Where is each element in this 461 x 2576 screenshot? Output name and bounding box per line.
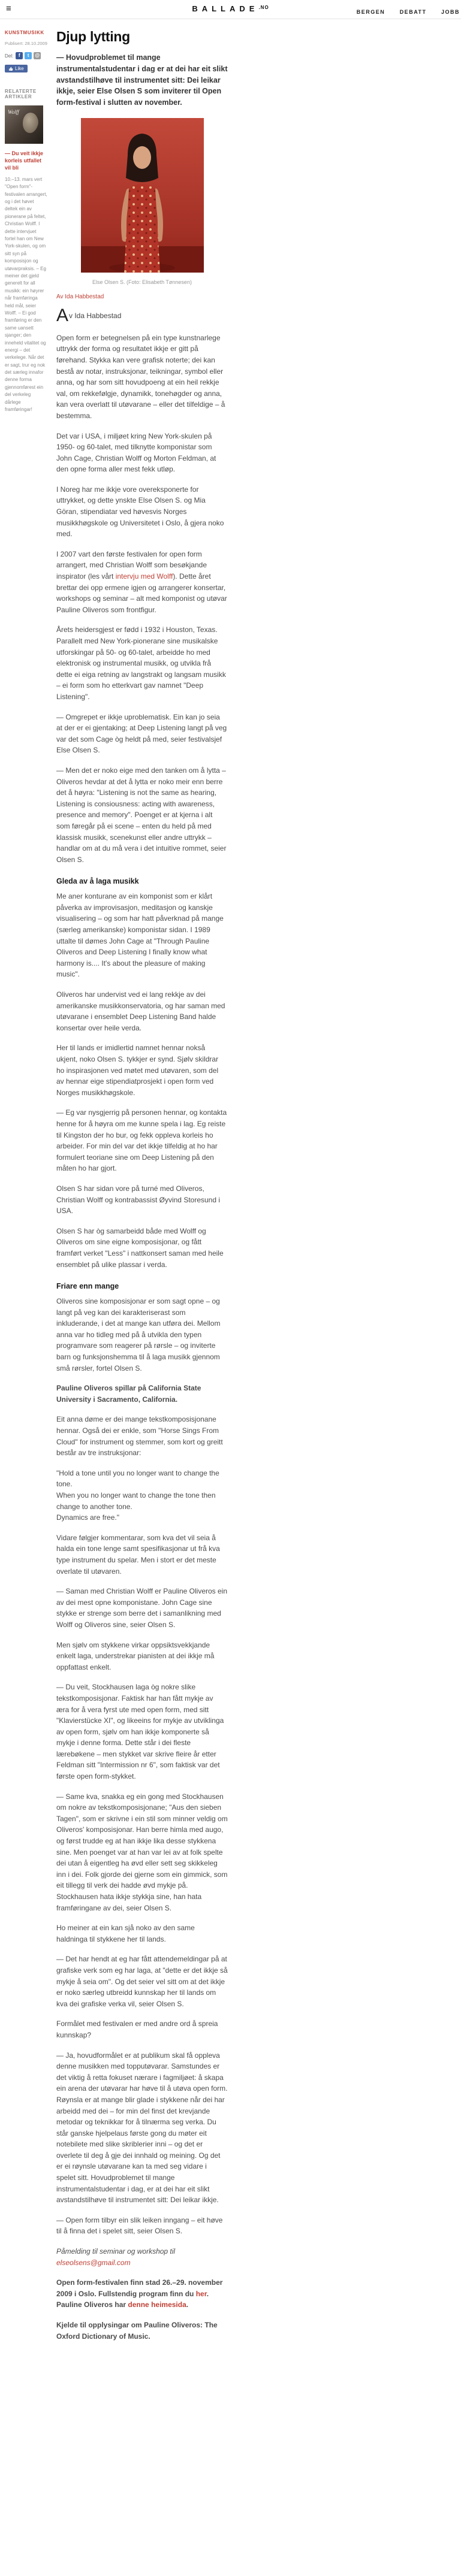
paragraph: Her til lands er imidlertid namnet hennar nokså ukjent, noko Olsen S. tykkjer er synd. Sjølv skildrar ho inspirasjonen ved møtet med utøvaren, som del av hennar eige stipendiatprosjekt i open form ved Norges musikkhøgskole. [56, 1044, 219, 1097]
page-container [0, 19, 461, 2405]
twitter-share-icon[interactable]: t [25, 52, 32, 59]
nav-item-bergen[interactable]: BERGEN [356, 9, 385, 15]
quote-line: Dynamics are free." [56, 1513, 119, 1522]
dropcap-letter: A [56, 305, 69, 325]
related-article-item[interactable] [5, 105, 48, 414]
quote-line: When you no longer want to change the tone then change to another tone. [56, 1491, 216, 1511]
paragraph: — Open form tilbyr ein slik leiken inngang – eit høve til å finna det i spelet sitt, seier Olsen S. [56, 2215, 223, 2236]
category-link[interactable]: KUNSTMUSIKK [5, 30, 44, 35]
paragraph: Oliveros sine komposisjonar er som sagt opne – og langt på veg kan dei karakteriserast som inkluderande, i det at mange kan utføra dei. Mellom anna var ho tidleg med på å utvikla den typen programvare som reagerer på rørsle – og inviterte barn og funksjonshemma til å laga musikk gjennom små rørsler, fortel Olsen S. [56, 1297, 221, 1372]
share-label: Del: [5, 53, 14, 59]
paragraph: Årets heidersgjest er fødd i 1932 i Houston, Texas. Parallelt med New York-pionerane sine musikalske utforskingar på 50- og 60-talet, arbeidde ho med elektronisk og instrumental musikk, og utvikla frå dette ei eiga retning av langstrakt og langsam musikk – ei form som ho etterkvart gav namnet "Deep Listening". [56, 625, 226, 701]
paragraph: Me aner konturane av ein komponist som er klårt påverka av improvisasjon, meditasjon og kanskje visualisering – og som har hatt påverknad på mange (særleg amerikanske) komponistar sidan. I 1989 uttalte til dømes John Cage at "Through Pauline Oliveros and Deep Listening I finally know what harmony is.... It's about the pleasure of making music". [56, 892, 224, 979]
wolff-interview-link[interactable]: intervju med Wolff [115, 572, 173, 581]
like-button-label: Like [15, 66, 24, 71]
article [56, 29, 228, 2351]
paragraph: — Omgrepet er ikkje uproblematisk. Ein kan jo seia at der er ei gjentaking; at Deep Listening langt på veg var det som Cage òg heldt på med, seier festivalsjef Else Olsen S. [56, 712, 227, 755]
subheading: Friare enn mange [56, 1282, 119, 1291]
share-row [5, 52, 48, 59]
published-date: Publisert: 28.10.2009 [5, 41, 47, 46]
paragraph: Eit anna døme er dei mange tekstkomposisjonane hennar. Også dei er enkle, som "Horse Sings From Cloud" for instrument og stemmer, som kort og greitt består av tre instruksjonar: [56, 1415, 223, 1458]
article-photo [81, 118, 204, 273]
logo-suffix: .NO [258, 5, 269, 10]
thumbnail-label: Wolff [8, 108, 19, 115]
related-article-title[interactable]: — Du veit ikkje korleis utfallet vil bli [5, 150, 44, 171]
paragraph: Olsen S har òg samarbeidd både med Wolff og Oliveros om sine eigne komposisjonar, og fått framført verket "Less" i nattkonsert saman med heile ensemblet på ulike plassar i verda. [56, 1226, 224, 1269]
festival-text: . [186, 2300, 189, 2309]
program-link[interactable]: her [195, 2289, 207, 2298]
photo-caption: Else Olsen S. (Foto: Elisabeth Tønnesen) [92, 279, 192, 285]
article-lead: — Hovudproblemet til mange instrumentalstudentar i dag er at dei har eit slikt avstandstilhøve til instrumentet sitt: Dei leikar ikkje, seier Else Olsen S som inviterer til Open form-festival i slutten av november. [56, 53, 228, 107]
paragraph: Oliveros har undervist ved ei lang rekkje av dei amerikanske musikkonservatoria, og har saman med utøvarane i ensemblet Deep Listening Band halde konsertar over heile verda. [56, 990, 225, 1032]
nav-item-debatt[interactable]: DEBATT [399, 9, 427, 15]
paragraph-text: I 2007 vart den første festivalen for open form arrangert, med Christian Wolff som besøkjande inspirator (les vårt [56, 549, 207, 581]
paragraph: Men sjølv om stykkene virkar oppsiktsvekkjande enkelt laga, understrekar pianisten at dei ikkje må oppfattast enkelt. [56, 1640, 215, 1671]
bold-caption-paragraph: Pauline Oliveros spillar på California State University i Sacramento, California. [56, 1384, 201, 1404]
byline-dropcap-line [56, 305, 228, 325]
interviewer-question: Formålet med festivalen er med andre ord å spreia kunnskap? [56, 2019, 218, 2039]
paragraph: — Det har hendt at eg har fått attendemeldingar på at grafiske verk som eg har laga, at "dette er det ikkje så mykje å seia om". Og det seier vel sitt om at det ikkje er noko særleg utbreidd kunnskap her til lands om kva dei grafiske verka vil, seier Olsen S. [56, 1955, 228, 2008]
related-article-excerpt: 10.–13. mars vert "Open form"-festivalen arrangert, og i det høvet deltek ein av pionerane på feltet, Christian Wolff. I dette intervjuet fortel han om New York-skulen, og om sitt syn på komposisjon og utøvarpraksis. – Eg meiner det gjeld generelt for all musikk: ein høyrer når framføringa held mål, seier Wolff. – Ei god framføring er den same uansett sjanger; den inneheld vitalitet og energi – det verkelege. Når det er sagt, trur eg nok det særleg innafor denne forma gjennomførest ein del verkeleg dårlege framføringar! [5, 176, 47, 413]
thumbs-up-icon [8, 66, 13, 71]
festival-info [56, 2277, 228, 2311]
quote-line: "Hold a tone until you no longer want to change the tone. [56, 1468, 219, 1489]
signup-email-link[interactable]: elseolsens@gmail.com [56, 2258, 131, 2267]
oliveros-homepage-link[interactable]: denne heimesida [128, 2300, 186, 2309]
hamburger-menu-icon[interactable]: ≡ [6, 4, 11, 14]
related-article-thumbnail[interactable] [5, 105, 43, 144]
paragraph: Det var i USA, i miljøet kring New York-skulen på 1950- og 60-talet, med tilknytte komponistar som John Cage, Christian Wolff og Morton Feldman, at den opne forma aller mest fekk utløp. [56, 431, 216, 474]
byline-rest: v Ida Habbestad [69, 311, 122, 320]
paragraph: I Noreg har me ikkje vore overeksponerte for uttrykket, og dette ynskte Else Olsen S. og Mia Göran, stipendiatar ved høvesvis Norges musikkhøgskole og Universitetet i Oslo, å gjera noko med. [56, 485, 224, 539]
paragraph: Open form er betegnelsen på ein type kunstnarlege uttrykk der forma og resultatet ikkje er gitt på førehand. Stykka kan vere grafisk noterte; dei kan bestå av notar, instruksjonar, teikningar, symbol eller anna, og har som sitt hovudpoeng at ein heil rekkje val, om rekkefølgje, dynamikk, tonehøgder og anna, kan vera overlatt til utøvarane – eller det tilfeldige – å bestemma. [56, 333, 225, 420]
subheading: Gleda av å laga musikk [56, 877, 139, 886]
festival-text: Open form-festivalen finn stad 26.–29. november 2009 i Oslo. Fullstendig program finn du [56, 2278, 223, 2298]
paragraph: — Du veit, Stockhausen laga òg nokre slike tekstkomposisjonar. Faktisk har han fått mykje av æra for å vera fyrst ute med open form, med sitt "Klavierstücke XI", og likeeins for mykje av utviklinga av open form, sjølv om han ikkje komponerte så mykje i denne forma. Dette står i dei fleste lærebøkene – men stykket var skrive fleire år etter Feldman sitt "Intermission nr 6", som faktisk var det første open form-stykket. [56, 1683, 224, 1781]
nav-item-jobb[interactable]: JOBB [441, 9, 460, 15]
byline-link[interactable]: Av Ida Habbestad [56, 293, 104, 300]
paragraph-text: ). Dette året brettar dei opp ermene igjen og arrangerer konsertar, workshops og seminar – alt med komponist og utøvar Pauline Oliveros som frontfigur. [56, 572, 227, 614]
festival-text: . Pauline Oliveros har [56, 2289, 209, 2309]
email-share-icon[interactable]: @ [34, 52, 41, 59]
paragraph: Vidare følgjer kommentarar, som kva det vil seia å halda ein tone lenge samt spesifikasjonar ut frå kva type instrument du spelar. Men i stort er det meste overlate til utøvaren. [56, 1533, 220, 1576]
paragraph: — Ja, hovudformålet er at publikum skal få oppleva denne musikken med topputøvarar. Samstundes er det viktig å retta fokuset nærare i fagmiljøet: å skapa ein arena der utøvarar har høve til å utøva open form. Røynsla er at mange blir glade i stykkene når dei har arbeidd med dei – for min del finst det krevjande metodar og teknikkar for å tilnærma seg verka. Du står ganske hjelpelaus første gong du møter eit notebilete med slike skriblerier inni – og det er overlete til deg å gje dei innhald og meining. Og det er ei røynsle utøvarane kan ta med seg vidare i spelet sitt. Hovudproblemet til mange instrumentalstudentar i dag, er at dei har eit slikt avstandstilhøve til instrumentet sitt: Dei leikar ikkje. [56, 2051, 228, 2205]
logo-text: BALLADE [192, 4, 259, 13]
facebook-like-button[interactable] [5, 65, 28, 72]
paragraph: Olsen S har sidan vore på turné med Oliveros, Christian Wolff og kontrabassist Øyvind Storesund i USA. [56, 1184, 221, 1216]
instruction-quote [56, 1468, 228, 1523]
sidebar [5, 29, 48, 413]
paragraph: — Eg var nysgjerrig på personen hennar, og kontakta henne for å høyra om me kunne spela i lag. Eg reiste til Kingston der ho bur, og fekk oppleva korleis ho arbeider. For min del var det ikkje tilfeldig at ho har formulert teoriane sine om Deep Listening på den måten ho har gjort. [56, 1108, 227, 1173]
paragraph: — Same kva, snakka eg ein gong med Stockhausen om nokre av tekstkomposisjonane; "Aus den sieben Tagen", som er skrivne i ein stil som minner veldig om Oliveros' komposisjonar. Han berre himla med augo, og først trudde eg at han ikkje lika desse stykkena sine. Men poenget var at han var lei av at folk spelte dei utan å eigentleg ha øvd eller sett seg skikkeleg inn i dei. Folk gjorde dei gjerne som ein gimmick, som eit tillegg til verk dei hadde øvd mykje på. Stockhausen hata ikkje stykkja sine, han hata framføringane av dei, seier Olsen S. [56, 1792, 228, 1912]
paragraph: — Men det er noko eige med den tanken om å lytta – Oliveros hevdar at det å lytta er noko meir enn berre det å høyra: "Listening is not the same as hearing, Listening is consiousness: acting with awareness, presence and memory". Poenget er at kjerna i alt som føregår på ei scene – enten du held på med klassisk musikk, scenekunst eller andre uttrykk – handlar om at du må vera i det intuitive rommet, seier Olsen S. [56, 766, 227, 864]
signup-note [56, 2246, 228, 2268]
paragraph: Ho meiner at ein kan sjå noko av den same haldninga til stykkene her til lands. [56, 1924, 195, 1943]
top-nav [345, 6, 460, 17]
site-header [0, 0, 461, 19]
site-logo[interactable] [192, 4, 269, 13]
facebook-share-icon[interactable]: f [16, 52, 23, 59]
related-articles-heading: RELATERTE ARTIKLER [5, 88, 37, 99]
source-note: Kjelde til opplysingar om Pauline Oliveros: The Oxford Dictionary of Music. [56, 2321, 218, 2341]
paragraph: — Saman med Christian Wolff er Pauline Oliveros ein av dei mest opne komponistane. John Cage sine stykke er strenge som berre det i samanlikning med Wolff og Oliveros sine, seier Olsen S. [56, 1587, 228, 1629]
paragraph [56, 549, 228, 616]
article-figure [56, 118, 228, 285]
signup-text: Påmelding til seminar og workshop til [56, 2247, 176, 2256]
page-title: Djup lytting [56, 29, 130, 44]
